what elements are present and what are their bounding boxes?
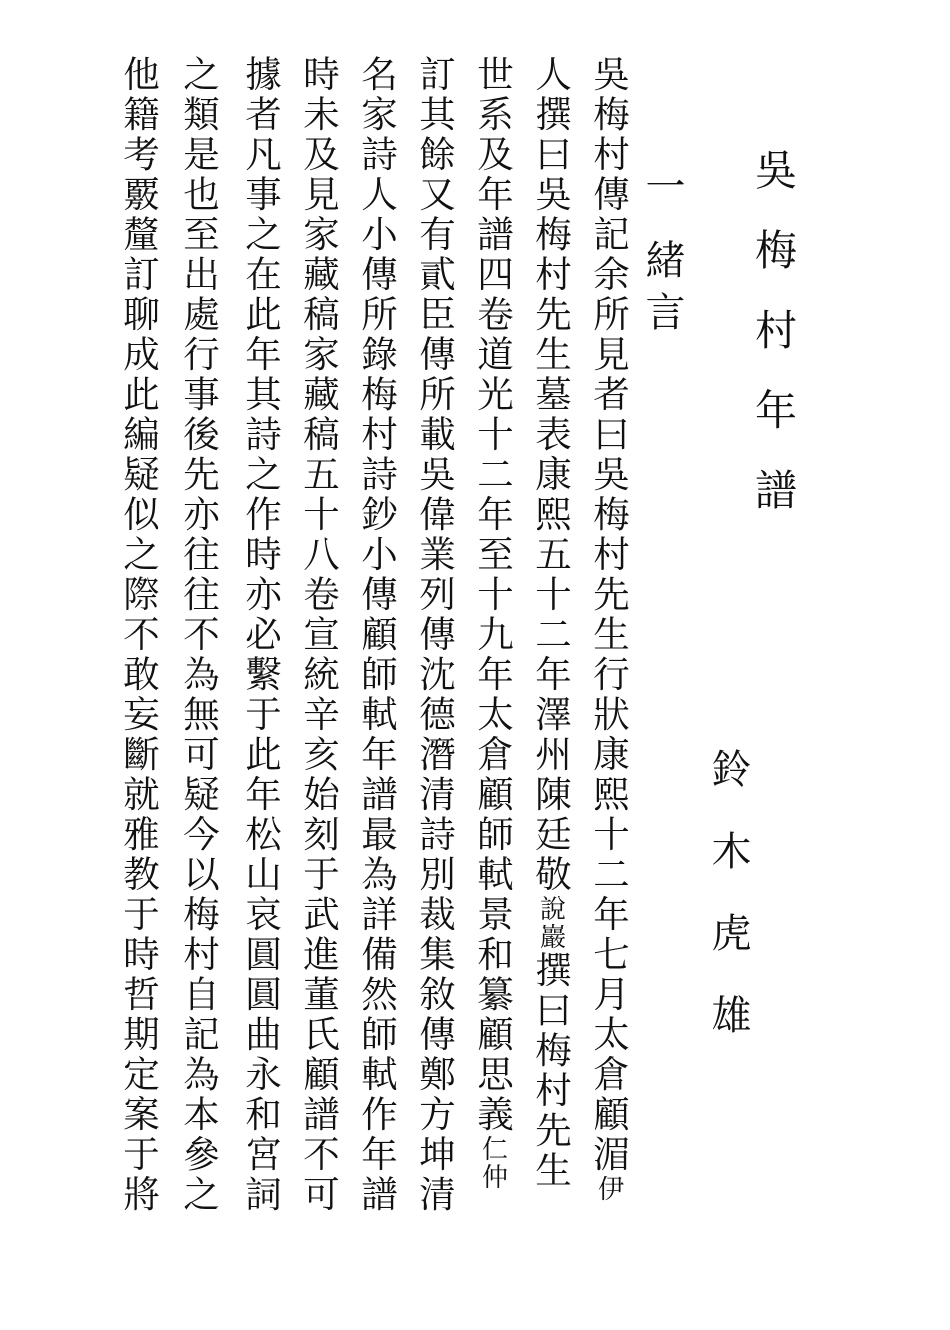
body-text: 撰曰梅村先生 bbox=[529, 951, 573, 1191]
section-heading bbox=[639, 165, 685, 343]
body-column-9: 他籍考覈釐訂聊成此編疑似之際不敢妄斷就雅教于時哲期定案于將 bbox=[117, 55, 161, 1215]
body-text: 世系及年譜四卷道光十二年至十九年太倉顧師軾景和纂顧思義 bbox=[471, 55, 515, 1135]
body-text: 吳梅村傳記余所見者曰吳梅村先生行狀康熙十二年七月太倉顧湄 bbox=[587, 55, 631, 1175]
body-column-4: 訂其餘又有貳臣傳所載吳偉業列傳沈德潛清詩別裁集敘傳鄭方坤清 bbox=[413, 55, 457, 1215]
body-text: 人撰曰吳梅村先生墓表康熙五十二年澤州陳廷敬 bbox=[529, 55, 573, 895]
body-column-8: 之類是也至出處行事後先亦往往不為無可疑今以梅村自記為本參之 bbox=[177, 55, 221, 1215]
interlinear-note: 說巖 bbox=[535, 895, 566, 951]
body-column-6: 時未及見家藏稿家藏稿五十八卷宣統辛亥始刻于武進董氏顧譜不可 bbox=[297, 55, 341, 1215]
interlinear-note: 伊 bbox=[593, 1175, 624, 1203]
body-column-7: 據者凡事之在此年其詩之作時亦必繫于此年松山哀圓圓曲永和宮詞 bbox=[239, 55, 283, 1215]
page-title: 吳梅村年譜 bbox=[749, 148, 798, 548]
body-column-2 bbox=[529, 55, 573, 1191]
body-column-5: 名家詩人小傳所錄梅村詩鈔小傳顧師軾年譜最為詳備然師軾作年譜 bbox=[355, 55, 399, 1215]
interlinear-note: 仁仲 bbox=[477, 1135, 508, 1191]
body-column-1 bbox=[587, 55, 631, 1203]
section-heading-text: 緒言 bbox=[639, 239, 685, 343]
body-column-3 bbox=[471, 55, 515, 1191]
section-number: 一 bbox=[639, 165, 685, 205]
author-name: 鈴木虎雄 bbox=[705, 748, 751, 1076]
